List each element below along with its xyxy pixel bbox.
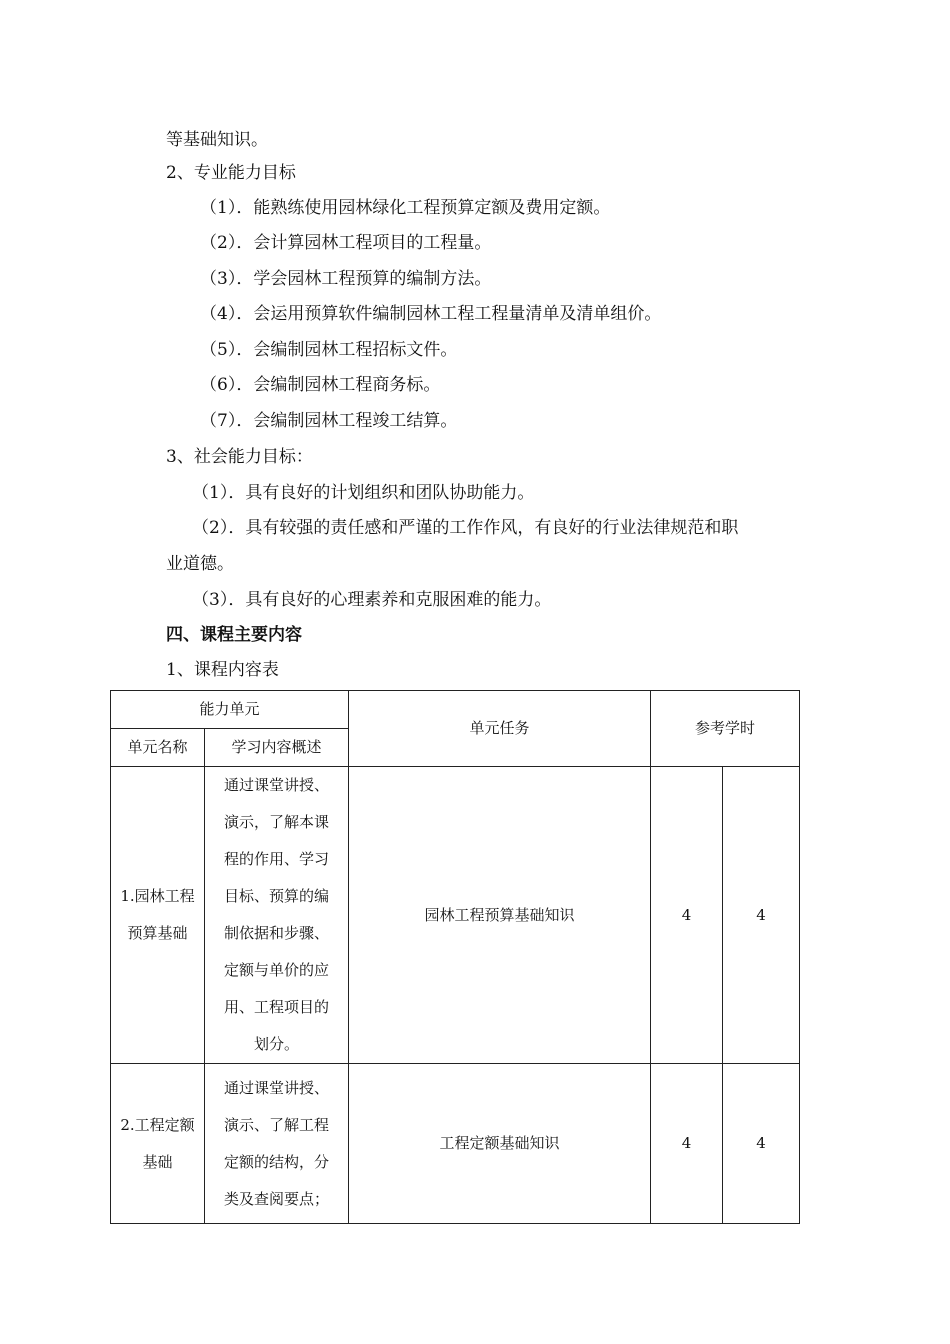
content-summary-cell xyxy=(205,767,349,1064)
section2-item-6: （6）．会编制园林工程商务标。 xyxy=(200,375,441,395)
header-ability-unit: 能力单元 xyxy=(111,691,349,729)
section4-subheading: 1、课程内容表 xyxy=(166,660,279,680)
hours-cell-a: 4 xyxy=(651,767,723,1064)
table-row xyxy=(111,767,800,1064)
summary-line: 通过课堂讲授、 xyxy=(223,1078,329,1097)
summary-line: 目标、预算的编 xyxy=(223,887,329,905)
section3-item-3: （3）．具有良好的心理素养和克服困难的能力。 xyxy=(192,590,552,610)
summary-line: 用、工程项目的 xyxy=(223,998,329,1016)
summary-line: 划分。 xyxy=(253,1035,299,1053)
section2-item-4: （4）．会运用预算软件编制园林工程工程量清单及清单组价。 xyxy=(200,304,662,324)
intro-tail: 等基础知识。 xyxy=(166,130,268,150)
section2-item-7: （7）．会编制园林工程竣工结算。 xyxy=(200,411,458,431)
section3-item-2-line-1: （2）．具有较强的责任感和严谨的工作作风，有良好的行业法律规范和职 xyxy=(192,518,739,538)
section4-heading: 四、课程主要内容 xyxy=(166,625,302,645)
hours-cell-a: 4 xyxy=(651,1064,723,1224)
section3-item-2-line-2: 业道德。 xyxy=(166,554,234,574)
unit-task-cell: 工程定额基础知识 xyxy=(349,1064,651,1224)
summary-line: 类及查阅要点； xyxy=(223,1189,329,1208)
header-unit-name: 单元名称 xyxy=(111,729,205,767)
unit-name-cell: 2.工程定额基础 xyxy=(111,1064,205,1224)
hours-cell-b: 4 xyxy=(723,1064,800,1224)
content-summary-cell xyxy=(205,1064,349,1224)
section3-heading: 3、社会能力目标： xyxy=(166,447,313,467)
summary-line: 定额的结构，分 xyxy=(223,1152,329,1171)
section2-item-1: （1）．能熟练使用园林绿化工程预算定额及费用定额。 xyxy=(200,198,611,218)
hours-cell-b: 4 xyxy=(723,767,800,1064)
section2-item-2: （2）．会计算园林工程项目的工程量。 xyxy=(200,233,492,253)
section2-heading: 2、专业能力目标 xyxy=(166,163,296,183)
section2-item-5: （5）．会编制园林工程招标文件。 xyxy=(200,340,458,360)
course-content-table xyxy=(110,690,800,1224)
section3-item-1: （1）．具有良好的计划组织和团队协助能力。 xyxy=(192,483,535,503)
section2-item-3: （3）．学会园林工程预算的编制方法。 xyxy=(200,269,492,289)
header-reference-hours: 参考学时 xyxy=(651,691,800,767)
summary-line: 演示、了解工程 xyxy=(223,1115,329,1134)
summary-line: 演示，了解本课 xyxy=(223,813,329,831)
summary-line: 制依据和步骤、 xyxy=(223,924,329,942)
unit-task-cell: 园林工程预算基础知识 xyxy=(349,767,651,1064)
summary-line: 程的作用、学习 xyxy=(223,850,329,868)
unit-name-cell: 1.园林工程预算基础 xyxy=(111,767,205,1064)
header-unit-task: 单元任务 xyxy=(349,691,651,767)
summary-line: 定额与单价的应 xyxy=(223,961,329,979)
header-content-summary: 学习内容概述 xyxy=(205,729,349,767)
summary-line: 通过课堂讲授、 xyxy=(223,776,329,794)
table-row xyxy=(111,1064,800,1224)
